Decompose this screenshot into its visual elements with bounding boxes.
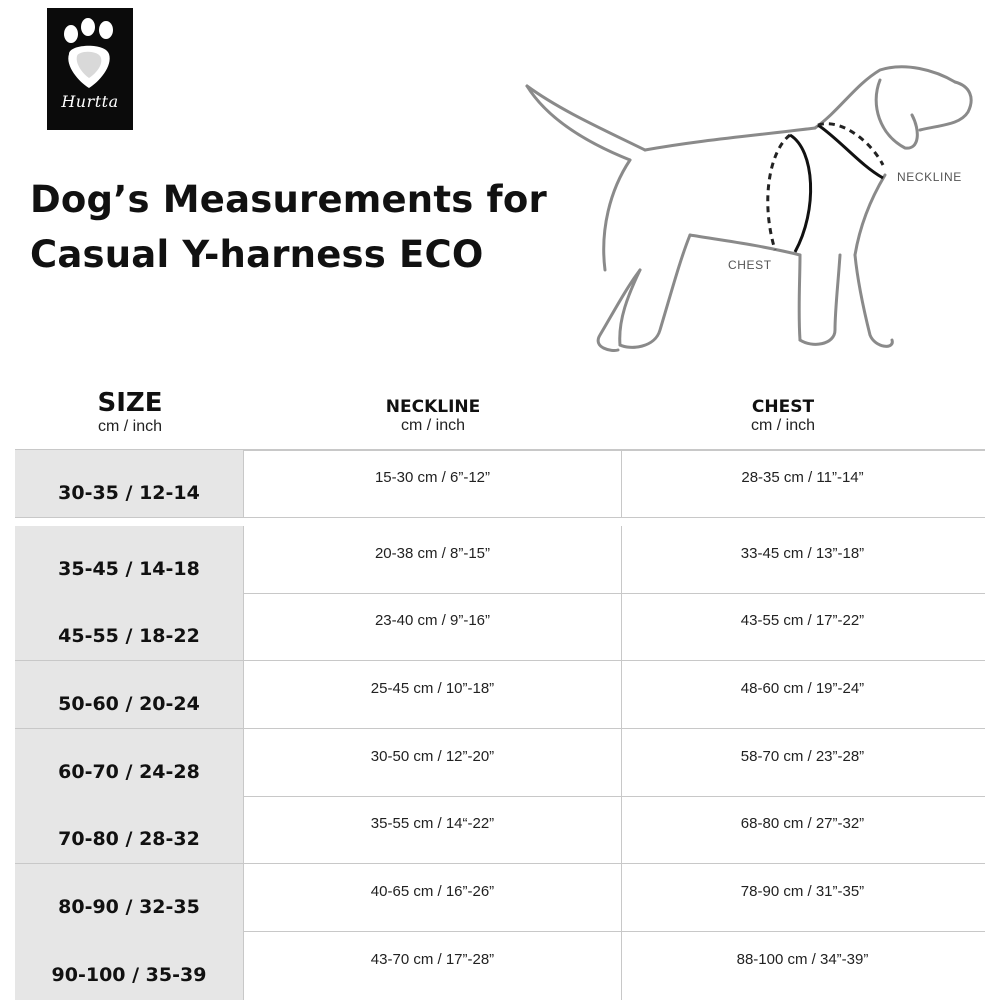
neckline-cell: 40-65 cm / 16”-26” [243, 864, 621, 931]
table-row [15, 864, 985, 932]
neckline-cell: 35-55 cm / 14“-22” [243, 796, 621, 863]
chest-cell: 33-45 cm / 13”-18” [621, 526, 983, 593]
chest-cell: 58-70 cm / 23”-28” [621, 729, 983, 796]
table-row [15, 661, 985, 729]
size-column-header: SIZE cm / inch [97, 388, 163, 435]
table-row [15, 526, 985, 594]
neckline-cell: 43-70 cm / 17”-28” [243, 931, 621, 1000]
chest-cell: 88-100 cm / 34”-39” [621, 931, 983, 1000]
size-cell: 30-35 / 12-14 [15, 450, 243, 517]
neckline-label: NECKLINE [897, 170, 962, 184]
dog-measurement-illustration [515, 55, 985, 365]
measurement-table [15, 450, 985, 1000]
table-row [15, 593, 985, 661]
size-cell: 80-90 / 32-35 [15, 864, 243, 931]
title-line-1: Dog’s Measurements for [30, 178, 547, 221]
chest-cell: 48-60 cm / 19”-24” [621, 661, 983, 728]
chest-column-header: CHEST cm / inch [750, 397, 815, 434]
title-line-2: Casual Y-harness ECO [30, 233, 484, 276]
chest-cell: 43-55 cm / 17”-22” [621, 593, 983, 660]
neckline-cell: 23-40 cm / 9”-16” [243, 593, 621, 660]
neckline-cell: 20-38 cm / 8”-15” [243, 526, 621, 593]
neckline-column-header: NECKLINE cm / inch [385, 397, 481, 434]
size-cell: 90-100 / 35-39 [15, 931, 243, 1000]
table-row [15, 450, 985, 518]
neckline-cell: 15-30 cm / 6”-12” [243, 450, 621, 517]
neckline-cell: 30-50 cm / 12”-20” [243, 729, 621, 796]
chest-cell: 68-80 cm / 27”-32” [621, 796, 983, 863]
size-cell: 50-60 / 20-24 [15, 661, 243, 728]
table-row [15, 729, 985, 797]
neckline-cell: 25-45 cm / 10”-18” [243, 661, 621, 728]
size-cell: 35-45 / 14-18 [15, 526, 243, 593]
size-cell: 45-55 / 18-22 [15, 593, 243, 660]
paw-icon [47, 8, 133, 130]
chest-label: CHEST [728, 258, 772, 272]
logo-wordmark: Hurtta [61, 92, 119, 111]
chest-cell: 28-35 cm / 11”-14” [621, 450, 983, 517]
size-cell: 60-70 / 24-28 [15, 729, 243, 796]
chest-cell: 78-90 cm / 31”-35” [621, 864, 983, 931]
brand-logo [47, 8, 133, 130]
table-row [15, 931, 985, 1000]
table-row [15, 796, 985, 864]
page-title [30, 172, 590, 282]
size-cell: 70-80 / 28-32 [15, 796, 243, 863]
